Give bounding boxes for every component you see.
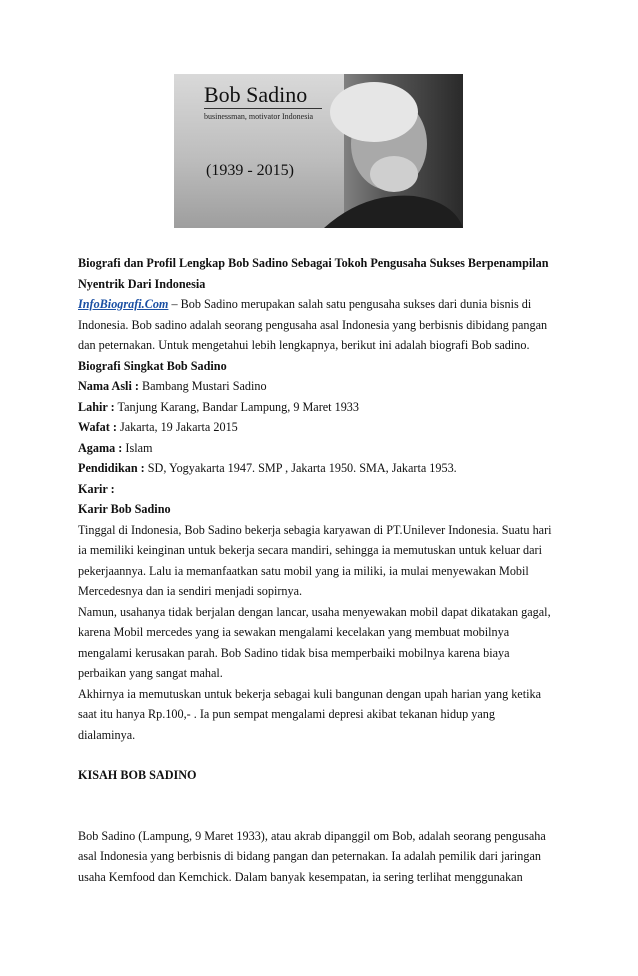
career-line: saat itu hanya Rp.100,- . Ia pun sempat mengalami depresi akibat tekanan hidup yang (78, 707, 495, 721)
spacer (78, 806, 564, 826)
career-line: mengalami kerusakan parah. Bob Sadino tidak bisa memperbaiki mobilnya karena biaya (78, 645, 510, 660)
fact-row (78, 376, 564, 397)
bio-heading: Biografi Singkat Bob Sadino (78, 358, 227, 373)
fact-label: Agama : (78, 440, 123, 455)
intro-paragraph (78, 294, 564, 315)
intro-text-c: dan peternakan. Untuk mengetahui lebih lengkapnya, berikut ini adalah biografi Bob sadino. (78, 338, 530, 352)
photo-years: (1939 - 2015) (206, 162, 294, 179)
career-line: Mercedesnya dan ia sendiri menjadi sopirnya. (78, 584, 303, 598)
kisah-heading: KISAH BOB SADINO (78, 768, 197, 782)
fact-value: Tanjung Karang, Bandar Lampung, 9 Maret 1933 (114, 399, 359, 414)
career-line: ia memiliki keinginan untuk bekerja secara mandiri, sehingga ia memutuskan untuk keluar dari (78, 543, 542, 557)
photo-subtitle: businessman, motivator Indonesia (204, 112, 314, 121)
fact-row (78, 417, 564, 438)
fact-label: Pendidikan : (78, 461, 145, 475)
photo-divider (204, 108, 322, 109)
article-body (78, 253, 564, 887)
career-line: Namun, usahanya tidak berjalan dengan lancar, usaha menyewakan mobil dapat dikatakan gagal, (78, 604, 551, 619)
fact-label: Lahir : (78, 399, 115, 414)
fact-row (78, 479, 564, 500)
intro-text-b: Indonesia. Bob sadino adalah seorang pengusaha asal Indonesia yang berbisnis dibidang pangan (78, 317, 548, 332)
fact-label: Wafat : (78, 420, 117, 434)
fact-row (78, 458, 564, 479)
career-line: karena Mobil mercedes yang ia sewakan mengalami kecelakan yang membuat mobilnya (78, 625, 510, 639)
fact-value: Islam (122, 440, 153, 455)
fact-row (78, 438, 564, 459)
fact-value: SD, Yogyakarta 1947. SMP , Jakarta 1950. SMA, Jakarta 1953. (144, 461, 457, 475)
fact-label: Nama Asli : (78, 379, 139, 393)
fact-value: Jakarta, 19 Jakarta 2015 (116, 420, 238, 434)
kisah-line: asal Indonesia yang berbisnis di bidang pangan dan peternakan. Ia adalah pemilik dari jaringan (78, 849, 541, 863)
kisah-line: usaha Kemfood dan Kemchick. Dalam banyak kesempatan, ia sering terlihat menggunakan (78, 869, 523, 884)
career-line: Tinggal di Indonesia, Bob Sadino bekerja sebagia karyawan di PT.Unilever Indonesia. Suatu hari (78, 522, 552, 537)
kisah-line: Bob Sadino (Lampung, 9 Maret 1933), atau akrab dipanggil om Bob, adalah seorang pengusaha (78, 828, 546, 843)
source-link[interactable]: InfoBiografi.Com (78, 297, 169, 311)
fact-value: Bambang Mustari Sadino (138, 379, 267, 393)
header-photo (174, 74, 463, 228)
spacer (78, 745, 564, 765)
article-heading-line1: Biografi dan Profil Lengkap Bob Sadino Sebagai Tokoh Pengusaha Sukses Berpenampilan (78, 256, 549, 270)
career-line: Akhirnya ia memutuskan untuk bekerja sebagai kuli bangunan dengan upah harian yang ketika (78, 686, 541, 701)
article-heading-line2: Nyentrik Dari Indonesia (78, 276, 206, 291)
fact-row (78, 397, 564, 418)
photo-name: Bob Sadino (204, 82, 308, 107)
career-line: dialaminya. (78, 727, 136, 742)
career-line: perbaikan yang sangat mahal. (78, 666, 223, 680)
fact-label: Karir : (78, 481, 115, 496)
career-heading: Karir Bob Sadino (78, 502, 171, 516)
spacer (78, 786, 564, 806)
career-line: pekerjaannya. Lalu ia memanfaatkan satu mobil yang ia miliki, ia mulai menyewakan Mobil (78, 563, 529, 578)
intro-text-a: – Bob Sadino merupakan salah satu pengusaha sukses dari dunia bisnis di (168, 297, 532, 311)
